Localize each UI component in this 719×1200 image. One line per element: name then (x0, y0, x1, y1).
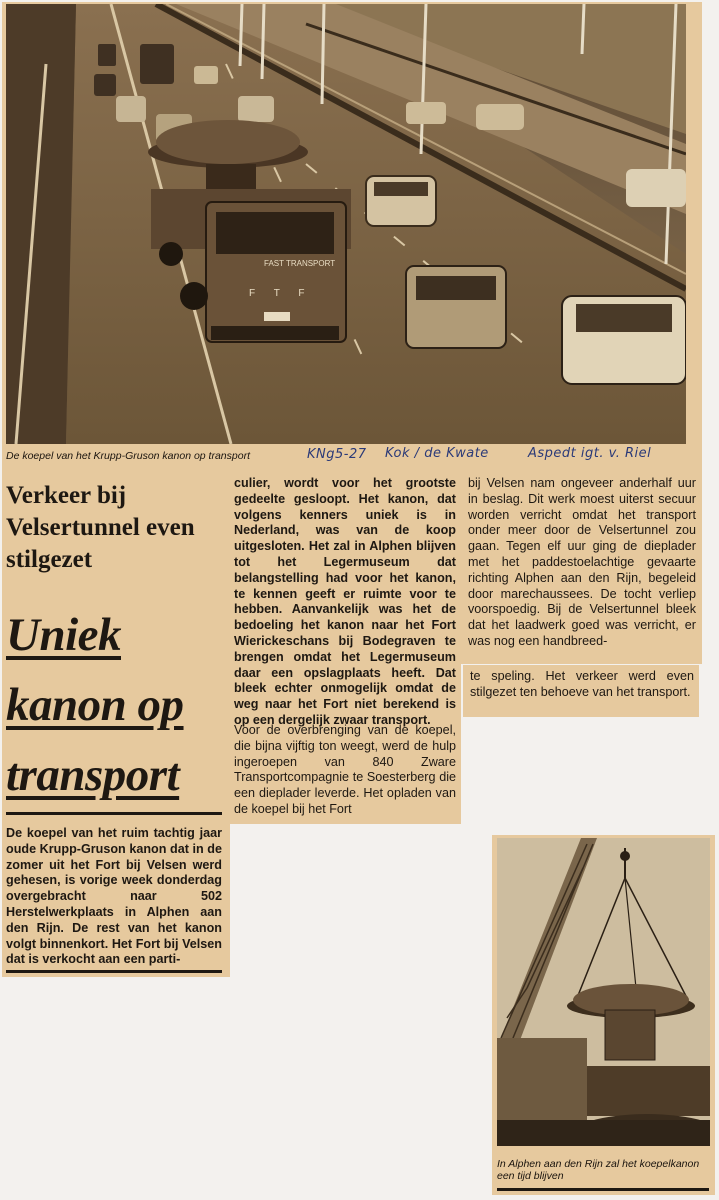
handwritten-signature-note: Aspedt igt. v. Riel (528, 446, 652, 461)
highway-scene-illustration (6, 4, 686, 444)
bottom-clipping-rule (497, 1188, 709, 1191)
article-column-2-bold: culier, wordt voor het grootste gedeelte gesloopt. Het kanon, dat volgens kenners uniek is in Nederland, was van de koop uitgesloten. Het zal in Alphen blijven tot het Legermuseum dat belangstelling had voor het kanon, te kennen geeft er ruimte voor te hebben. Aanvankelijk was het de bedoeling het kanon naar het Fort Wierickeschans bij Bodegraven te brengen omdat het Legermuseum daar een opslagplaats heeft. Dat bleek echter onmogelijk omdat de weg naar het Fort niet berekend is op een dergelijk zwaar transport. (234, 476, 456, 727)
lead-top-rule (6, 812, 222, 815)
headline-line-1: Uniek (6, 609, 121, 661)
handwritten-archive-number: KNg5-27 (307, 447, 367, 462)
article-column-3-continued: te speling. Het verkeer werd even stilgezet ten behoeve van het transport. (470, 669, 694, 699)
truck-grille-text: F T F (249, 288, 313, 299)
highway-transport-photo (6, 4, 686, 444)
bottom-photo-caption: In Alphen aan den Rijn zal het koepelkanon een tijd blijven (497, 1158, 700, 1182)
lead-bottom-rule (6, 970, 222, 973)
article-kicker: Verkeer bij Velsertunnel even stilgezet (6, 482, 195, 573)
article-column-2: Voor de overbrenging van de koepel, die bijna vijftig ton weegt, werd de hulp ingeroepen van 840 Zware Transportcompagnie te Soesterberg die een dieplader leverde. Het opladen van de koepel bij het Fort (234, 723, 456, 816)
headline-line-3: transport (6, 749, 180, 801)
truck-cab-text: FAST TRANSPORT (264, 259, 336, 268)
crane-scene-illustration (497, 838, 710, 1146)
article-column-3: bij Velsen nam ongeveer anderhalf uur in beslag. Dit werk moest uiterst secuur worden verricht omdat het transport onder meer door de Velsertunnel zou gaan. Tegen elf uur ging de dieplader met het paddestoelachtige gevaarte richting Alphen aan den Rijn, begeleid door marechaussees. De tocht verliep voorspoedig. Bij de Velsertunnel bleek dat het laadwerk goed was verricht, er was nog een handbreed- (468, 476, 696, 648)
top-photo-caption: De koepel van het Krupp-Gruson kanon op transport (6, 450, 250, 462)
headline-line-2: kanon op (6, 679, 184, 731)
article-lead: De koepel van het ruim tachtig jaar oude Krupp-Gruson kanon dat in de zomer uit het Fort bij Velsen werd gehesen, is vorige week donderdag overgebracht naar 502 Herstelwerkplaats in Alphen aan den Rijn. De rest van het kanon volgt binnenkort. Het Fort bij Velsen dat is verkocht aan een parti- (6, 826, 222, 967)
crane-lifting-dome-photo (497, 838, 710, 1146)
handwritten-names: Kok / de Kwate (385, 446, 489, 461)
